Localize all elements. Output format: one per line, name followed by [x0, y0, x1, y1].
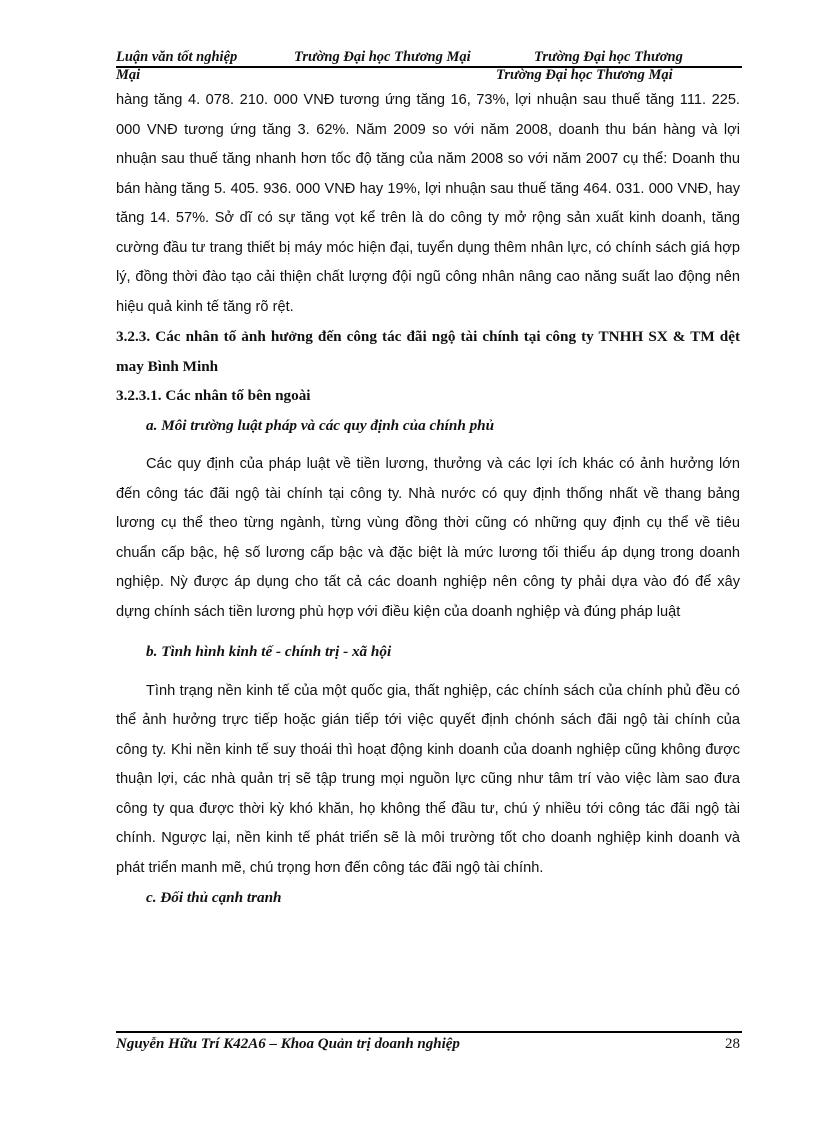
paragraph-economy: Tình trạng nền kinh tế của một quốc gia, thất nghiệp, các chính sách của chính phủ đều có thể ảnh hưởng trực tiếp hoặc gián tiếp tới việc quyết định chónh sách đãi ngộ tài chính của công ty. Khi nền kinh tế suy thoái thì hoạt động kinh doanh của doanh nghiệp cũng không được thuận lợi, các nhà quản trị sẽ tập trung mọi nguồn lực cũng như tâm trí vào việc làm sao đưa công ty qua được thời kỳ khó khăn, họ không thể đầu tư, chú ý nhiều tới công tác đãi ngộ tài chính. Ngược lại, nền kinh tế phát triển sẽ là môi trường tốt cho doanh nghiệp kinh doanh và phát triển manh mẽ, chú trọng hơn đến công tác đãi ngộ tài chính. [116, 682, 740, 876]
paragraph-revenue: hàng tăng 4. 078. 210. 000 VNĐ tương ứng tăng 16, 73%, lợi nhuận sau thuế tăng 111. 225. 000 VNĐ tương ứng tăng 3. 62%. Năm 2009 so với năm 2008, doanh thu bán hàng và lợi nhuận sau thuế tăng nhanh hơn tốc độ tăng của năm 2008 so với năm 2007 cụ thể: Doanh thu bán hàng tăng 5. 405. 936. 000 VNĐ hay 19%, lợi nhuận sau thuế tăng 464. 031. 000 VNĐ, hay tăng 14. 57%. Sở dĩ có sự tăng vọt kể trên là do công ty mở rộng sản xuất kinh doanh, tăng cường đầu tư trang thiết bị máy móc hiện đại, tuyển dụng thêm nhân lực, có chính sách giá hợp lý, đồng thời đào tạo cải thiện chất lượng đội ngũ công nhân nâng cao năng suất lao động nên hiệu quả kinh tế tăng rõ rệt. [116, 92, 740, 315]
page-number: 28 [725, 1036, 740, 1052]
header-school-name-repeat: Trường Đại học Thương [534, 49, 683, 65]
footer-divider [116, 1031, 742, 1033]
page-footer [116, 1036, 740, 1053]
header-school-name-wrap: Mại [116, 67, 141, 83]
subheading-b: b. Tình hình kinh tế - chính trị - xã hội [146, 643, 392, 660]
subheading-a: a. Môi trường luật pháp và các quy định của chính phủ [146, 416, 495, 434]
header-divider [116, 66, 742, 68]
section-heading-3-2-3-1: 3.2.3.1. Các nhân tố bên ngoài [116, 387, 311, 404]
header-school-name-second: Trường Đại học Thương Mại [496, 67, 673, 83]
header-school-name: Trường Đại học Thương Mại [294, 49, 471, 65]
section-heading-3-2-3: 3.2.3. Các nhân tố ảnh hưởng đến công tác đãi ngộ tài chính tại công ty TNHH SX & TM dệt may Bình Minh [116, 328, 740, 375]
footer-author: Nguyễn Hữu Trí K42A6 – Khoa Quản trị doanh nghiệp [116, 1036, 460, 1052]
page-body [116, 86, 740, 913]
header-thesis-title: Luận văn tốt nghiệp [116, 49, 238, 65]
subheading-c: c. Đối thủ cạnh tranh [146, 889, 282, 906]
paragraph-legal: Các quy định của pháp luật về tiền lương, thưởng và các lợi ích khác có ảnh hưởng lớn đến công tác đãi ngộ tài chính tại công ty. Nhà nước có quy định thống nhất về thang bảng lương cụ thể theo từng ngành, từng vùng đồng thời cũng có những quy định cụ thể về tiêu chuẩn cấp bậc, hệ số lương cấp bậc và đặc biệt là mức lương tối thiểu áp dụng trong doanh nghiệp. Nỳ được áp dụng cho tất cả các doanh nghiệp nên công ty phải dựa vào đó để xây dựng chính sách tiền lương phù hợp với điều kiện của doanh nghiệp và đúng pháp luật [116, 456, 740, 620]
